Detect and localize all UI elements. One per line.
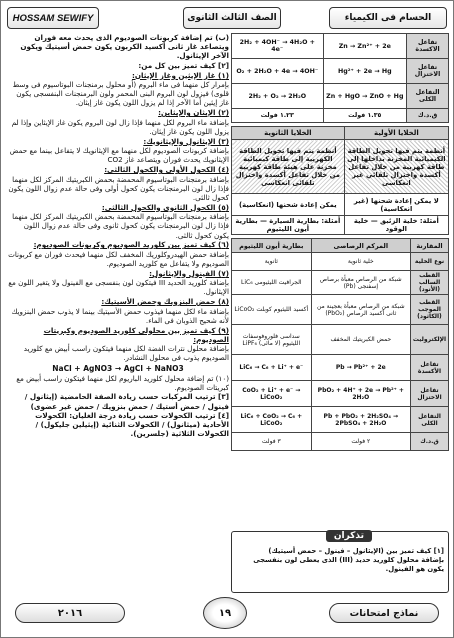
answer-paragraph: بإضافة كلوريد الحديد III فيتكون لون بنفسجى مع الفينول ولا يتغير اللون مع الإيثانول. [8,278,229,297]
question-line: (٥) الكحول الثانوى والكحول الثالثى: [101,202,229,212]
battery-row-label: الإلكتروليت [411,325,449,355]
header-comparison: المقارنة [411,239,449,253]
author-badge: HOSSAM SEWIFY [7,7,99,29]
header-primary-cells: الخلايا الأولية [344,127,448,140]
subject-badge: الحسام فى الكيمياء [329,7,447,29]
exam-models-badge: نماذج امتحانات [329,603,439,623]
reaction-fuel-cell: ١.٢٣ فولت [232,109,324,123]
page-footer [7,597,447,631]
reaction-mercury-cell: ١.٣٥ فولت [323,109,407,123]
year-badge: ٢٠١٦ [15,603,125,623]
battery-comparison-table [231,238,449,451]
lithium-ion-value: CoO₂ + Li⁺ + e⁻ → LiCoO₂ [232,381,312,407]
lead-acid-value: ٢ فولت [311,433,410,451]
secondary-definition: أنظمة يتم فيها تحويل الطاقة الكهربية إلى طاقة كيميائية مخزنة على هيئة طاقة كهربية من خلال تفاعل أكسدة واختزال تلقائى انعكاسى [232,140,345,194]
lead-acid-value: Pb + PbO₂ + 2H₂SO₄ → 2PbSO₄ + 2H₂O [311,407,410,433]
remember-box [231,531,449,593]
question-line: [٣] ترتيب المركبات حسب زيادة الصفة الحامضية (إيثانول / فينول / حمض أستيك / حمض بنزويك / حمض غير عضوى) [24,392,229,411]
answer-paragraph: بإضافة برمنجنات البوتاسيوم المحمضة بحمض الكبريتيك المركز لكل منهما فإذا زال لون البرمنجنات يكون كحول ثانوى وفى حالة عدم زوال اللون يكون كحول ثالثى. [12,212,229,240]
reaction-row [232,84,449,109]
battery-row-label: القطب السالب (الأنود) [411,271,449,295]
remember-title: تذكران [326,530,372,542]
answer-paragraph: بإضافة ماء لكل منهما فيذوب حمض الأسيتيك بينما لا يذوب حمض البنزويك لأنه شحيح الذوبان فى الماء. [11,306,229,325]
battery-row [232,295,449,325]
page-header [7,7,447,31]
answer-paragraph: بإضافة حمض الهيدروكلوريك المخفف لكل منهما فيحدث فوران مع كربونات الصوديوم ولا يتفاعل مع كلوريد الصوديوم. [8,249,229,268]
reactions-table [231,33,449,123]
page-number: ١٩ [203,597,247,629]
battery-row [232,433,449,451]
header-lithium-ion: بطارية أيون الليثيوم [232,239,312,253]
answer-paragraph: بإضافة كربونات الصوديوم لكل منهما مع الإيثانويك لا يتفاعل بينما مع حمض الإيثانويك يحدث فوران ويتصاعد غاز CO2 [9,146,229,165]
reaction-fuel-cell: 2H₂ + 4OH⁻ → 4H₂O + 4e⁻ [232,34,324,59]
battery-row [232,355,449,381]
lead-acid-value: حمض الكبريتيك المخفف [311,325,410,355]
question-line: (٢) الإيثان والإيثاين: [158,108,229,118]
question-line: (٧) الفينول والإيثانول: [149,268,229,278]
answer-paragraph: بإضافة ماء البروم لكل منهما فإذا زال لون البروم يكون غاز الإيثاين وإذا لم يزول اللون يكون غاز إيثان. [11,117,229,136]
remember-line: [١] كيف تميز بين (الإيثانول – فينول – حمض أسيتيك) [268,547,444,555]
reaction-category: تفاعل الاكسدة [407,34,449,59]
lithium-ion-value: الجرافيت الليثيومى LiC₆ [232,271,312,295]
battery-row-label: تفاعل الأكسدة [411,355,449,381]
battery-row [232,407,449,433]
lithium-ion-value: أكسيد الليثيوم كوبلت LiCoO₂ [232,295,312,325]
reaction-row [232,59,449,84]
question-line: (٤) الكحول الأولى والكحول الثالثى: [104,165,229,175]
question-line: (ب) تم إضافة كربونات الصوديوم الذى يحدث معه فوران ويتصاعد غاز ثانى أكسيد الكربون يكون حمض أسيتيك ويكون الآخر الإيثانول. [20,33,229,61]
answer-paragraph: (١٠) تم إضافة محلول كلوريد الباريوم لكل منهما فيتكون راسب أبيض مع كبريتات الصوديوم. [16,373,229,392]
lead-acid-value: شبكة من الرصاص معبأة بعجينة من ثانى أكسيد الرصاص (PbO₂) [311,295,410,325]
reaction-mercury-cell: Zn → Zn²⁺ + 2e [323,34,407,59]
lead-acid-value: PbO₂ + 4H⁺ + 2e → Pb²⁺ + 2H₂O [311,381,410,407]
secondary-examples: أمثلة: بطارية السيارة — بطارية أيون الليثيوم [232,216,345,235]
battery-row-label: القطب الموجب (الكاثود) [411,295,449,325]
question-line: (٣) الإيثانول والإيثانويك: [143,136,229,146]
question-line: (٨) حمض البنزويك وحمض الأسيتيك: [101,297,229,307]
question-line: [٢] كيف تميز بين كل من: [138,60,229,70]
reaction-category: تفاعل الاختزال [407,59,449,84]
header-secondary-cells: الخلايا الثانوية [232,127,345,140]
reaction-row [232,109,449,123]
lithium-ion-value: LiC₆ → C₆ + Li⁺ + e⁻ [232,355,312,381]
question-line: NaCl + AgNO3 → AgCl + NaNO3 [52,363,184,373]
right-tables-column [231,33,449,531]
answer-paragraph: بإضافة برمنجنات البوتاسيوم المحمضة بحمض الكبريتيك المركز لكل منهما فإذا زال لون البرمنجنات يكون كحول أولى وفى حالة عدم زوال اللون يكون كحول ثالثى. [8,174,229,202]
header-lead-acid: المركم الرصاصى [311,239,410,253]
primary-recharge: لا يمكن إعادة شحنها (غير انعكاسية) [344,194,448,216]
primary-examples: أمثلة: خلية الزئبق — خلية الوقود [344,216,448,235]
lithium-ion-value: ثانوية [232,253,312,271]
battery-row-label: ق.د.ك [411,433,449,451]
battery-row [232,381,449,407]
battery-row-label: تفاعل الاختزال [411,381,449,407]
remember-line: بإضافة محلول كلوريد حديد (III) الذى يعطى لون بنفسجى يكون هو الفينول. [253,556,444,573]
question-line: (٩) كيف تميز بين محلولى كلوريد الصوديوم وكبريتات الصوديوم: [43,325,229,344]
reaction-fuel-cell: 2H₂ + O₂ → 2H₂O [232,84,324,109]
reaction-mercury-cell: Zn + HgO → ZnO + Hg [323,84,407,109]
battery-row [232,253,449,271]
battery-row [232,271,449,295]
cells-comparison-table [231,126,449,235]
lithium-ion-value: LiC₆ + CoO₂ → C₆ + LiCoO₂ [232,407,312,433]
reaction-fuel-cell: O₂ + 2H₂O + 4e → 4OH⁻ [232,59,324,84]
battery-row-label: نوع الخلية [411,253,449,271]
battery-row [232,325,449,355]
secondary-recharge: يمكن إعادة شحنها (انعكاسية) [232,194,345,216]
lithium-ion-value: ٣ فولت [232,433,312,451]
battery-row-label: التفاعل الكلى [411,407,449,433]
reaction-category: التفاعل الكلى [407,84,449,109]
grade-badge: الصف الثالث الثانوى [183,7,281,29]
question-line: (٦) كيف تميز بين كلوريد الصوديوم وكربونات الصوديوم: [33,240,229,250]
lead-acid-value: خلية ثانوية [311,253,410,271]
primary-definition: أنظمة يتم فيها تحويل الطاقة الكيميائية المخزنة بداخلها إلى طاقة كهربية من خلال تفاعل أكسدة واختزال تلقائي غير انعكاسى [344,140,448,194]
lead-acid-value: Pb → Pb²⁺ + 2e [311,355,410,381]
reaction-row [232,34,449,59]
answer-paragraph: بإضافة محلول نترات الفضة لكل منهما فيتكون راسب أبيض مع كلوريد الصوديوم يذوب فى محلول النشادر. [23,344,229,363]
question-line: (١) غاز الإيثين وغاز الإيثان: [132,70,229,80]
question-line: [٤] ترتيب الكحولات حسب زيادة درجة الغليان: الكحولات الأحادية (ميثانول) / الكحولات الثنائية (إيثيلين جليكول) / الكحولات الثلاثية (جلسرين). [35,411,229,439]
left-text-column [7,33,229,593]
reaction-mercury-cell: Hg²⁺ + 2e → Hg [323,59,407,84]
lead-acid-value: شبكة من الرصاص معبأة برصاص إسفنجى (Pb) [311,271,410,295]
answer-paragraph: بإمرار كل منهما فى ماء البروم (أو محلول برمنجنات البوتاسيوم فى وسط قلوى) فيزول لون البروم البنى المحمر ولون البرمنجنات البنفسجى يكون غاز إيثين أما الآخر إذا لم يزول اللون يكون غاز إيثان. [12,80,229,108]
reaction-category: ق.د.ك [407,109,449,123]
lithium-ion-value: سداسى فلوروفوسفات الليثيوم (لا مائى) LiPF₆ [232,325,312,355]
